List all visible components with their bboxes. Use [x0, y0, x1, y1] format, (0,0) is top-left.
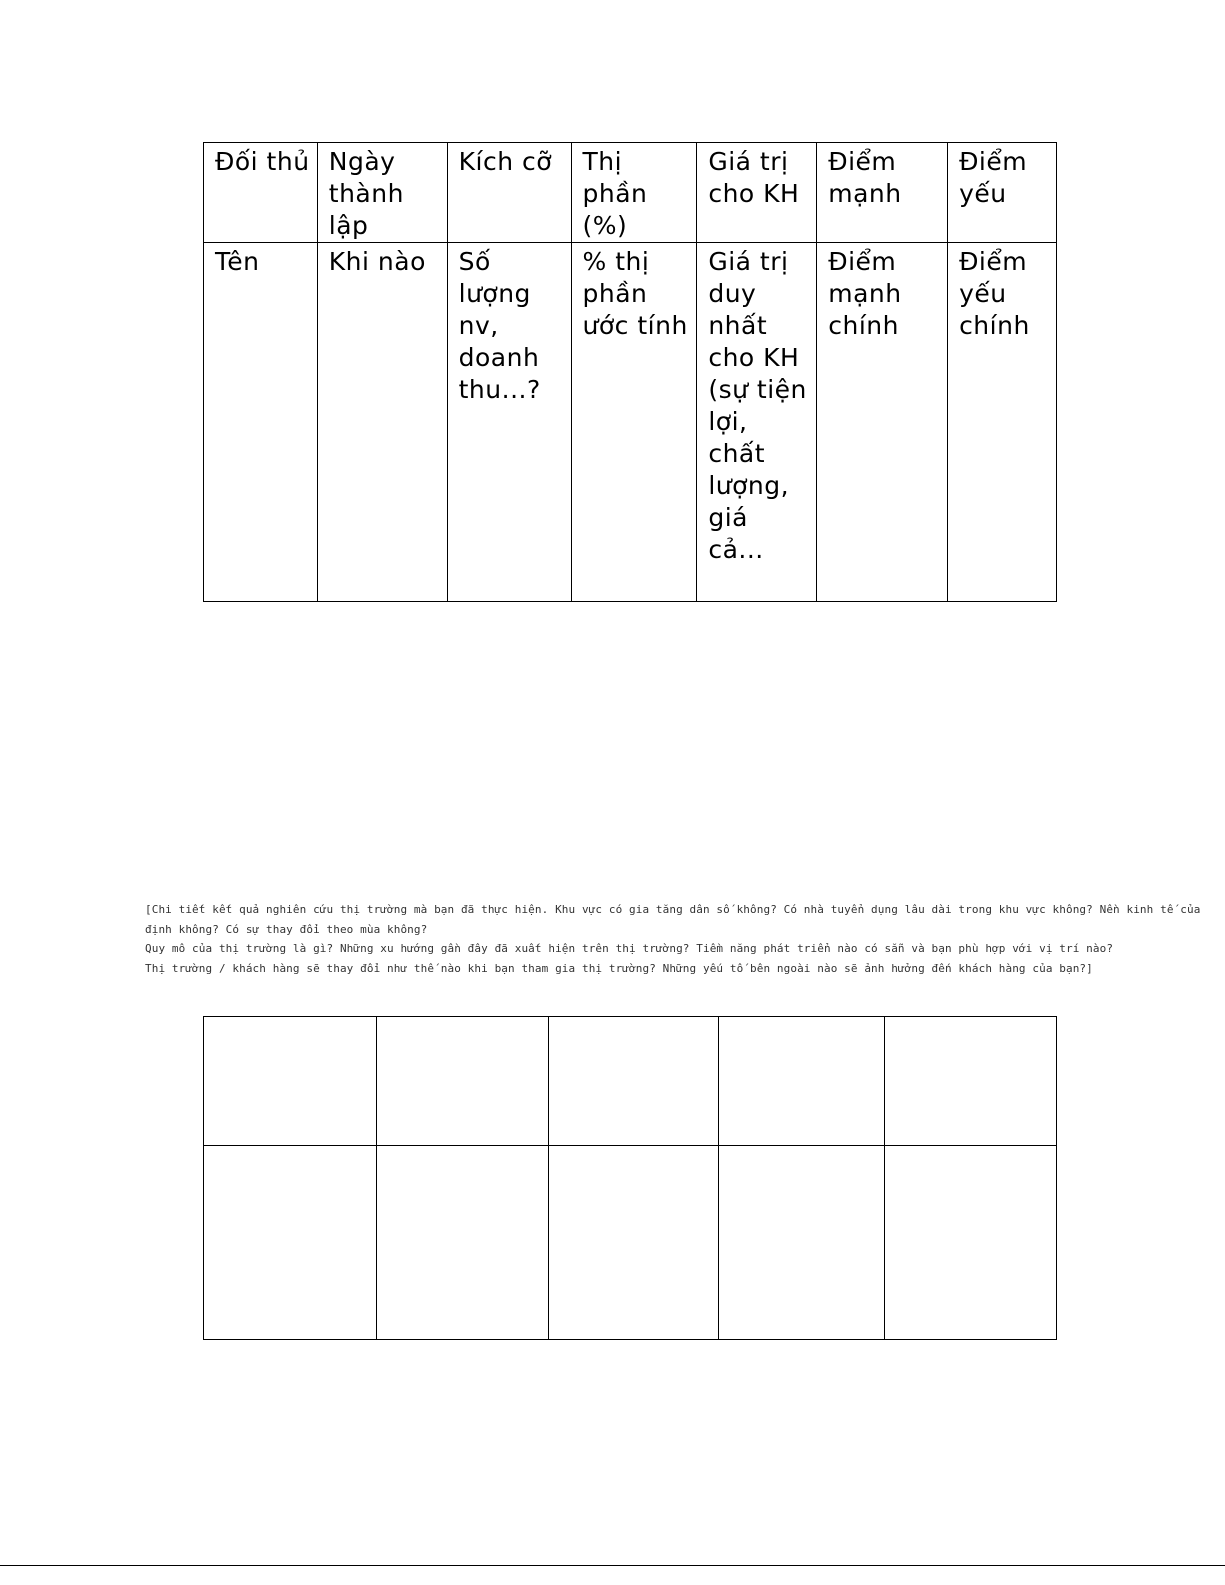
header-cell: Đối thủ: [204, 143, 318, 243]
header-cell: Ngày thành lập: [317, 143, 447, 243]
empty-cell: [548, 1017, 719, 1146]
empty-cell: [204, 1146, 377, 1340]
instructions-text: [145, 900, 1220, 978]
table-cell: Điểm mạnh chính: [817, 243, 948, 602]
header-cell: Giá trị cho KH: [697, 143, 817, 243]
table-cell: % thị phần ước tính: [571, 243, 697, 602]
header-cell: Thị phần (%): [571, 143, 697, 243]
empty-cell: [204, 1017, 377, 1146]
table-cell: Số lượng nv, doanh thu...?: [447, 243, 571, 602]
table-cell: Khi nào: [317, 243, 447, 602]
table-row: [204, 1017, 1057, 1146]
instructions-line: [Chi tiết kết quả nghiên cứu thị trường mà bạn đã thực hiện. Khu vực có gia tăng dân số không? Có nhà tuyển dụng lâu dài trong khu vực không? Nền kinh tế của: [145, 903, 1201, 916]
empty-cell: [548, 1146, 719, 1340]
empty-cell: [376, 1017, 548, 1146]
table-row: [204, 243, 1057, 602]
header-cell: Kích cỡ: [447, 143, 571, 243]
instructions-line: Quy mô của thị trường là gì? Những xu hướng gần đây đã xuất hiện trên thị trường? Tiềm năng phát triển nào có sẵn và bạn phù hợp với vị trí nào?: [145, 942, 1114, 955]
empty-cell: [885, 1146, 1057, 1340]
competitor-table: [203, 142, 1057, 602]
header-cell: Điểm mạnh: [817, 143, 948, 243]
table-row: [204, 1146, 1057, 1340]
header-cell: Điểm yếu: [948, 143, 1057, 243]
empty-cell: [376, 1146, 548, 1340]
empty-cell: [719, 1146, 885, 1340]
empty-table: [203, 1016, 1057, 1340]
instructions-line: Thị trường / khách hàng sẽ thay đổi như thế nào khi bạn tham gia thị trường? Những yếu tố bên ngoài nào sẽ ảnh hưởng đến khách hàng của bạn?]: [145, 961, 1093, 975]
instructions-line: định không? Có sự thay đổi theo mùa không?: [145, 922, 428, 936]
empty-cell: [719, 1017, 885, 1146]
table-cell: Tên: [204, 243, 318, 602]
table-cell: Điểm yếu chính: [948, 243, 1057, 602]
table-cell: Giá trị duy nhất cho KH (sự tiện lợi, chất lượng, giá cả...: [697, 243, 817, 602]
table-header-row: [204, 143, 1057, 243]
empty-cell: [885, 1017, 1057, 1146]
page-bottom-rule: [0, 1565, 1225, 1566]
